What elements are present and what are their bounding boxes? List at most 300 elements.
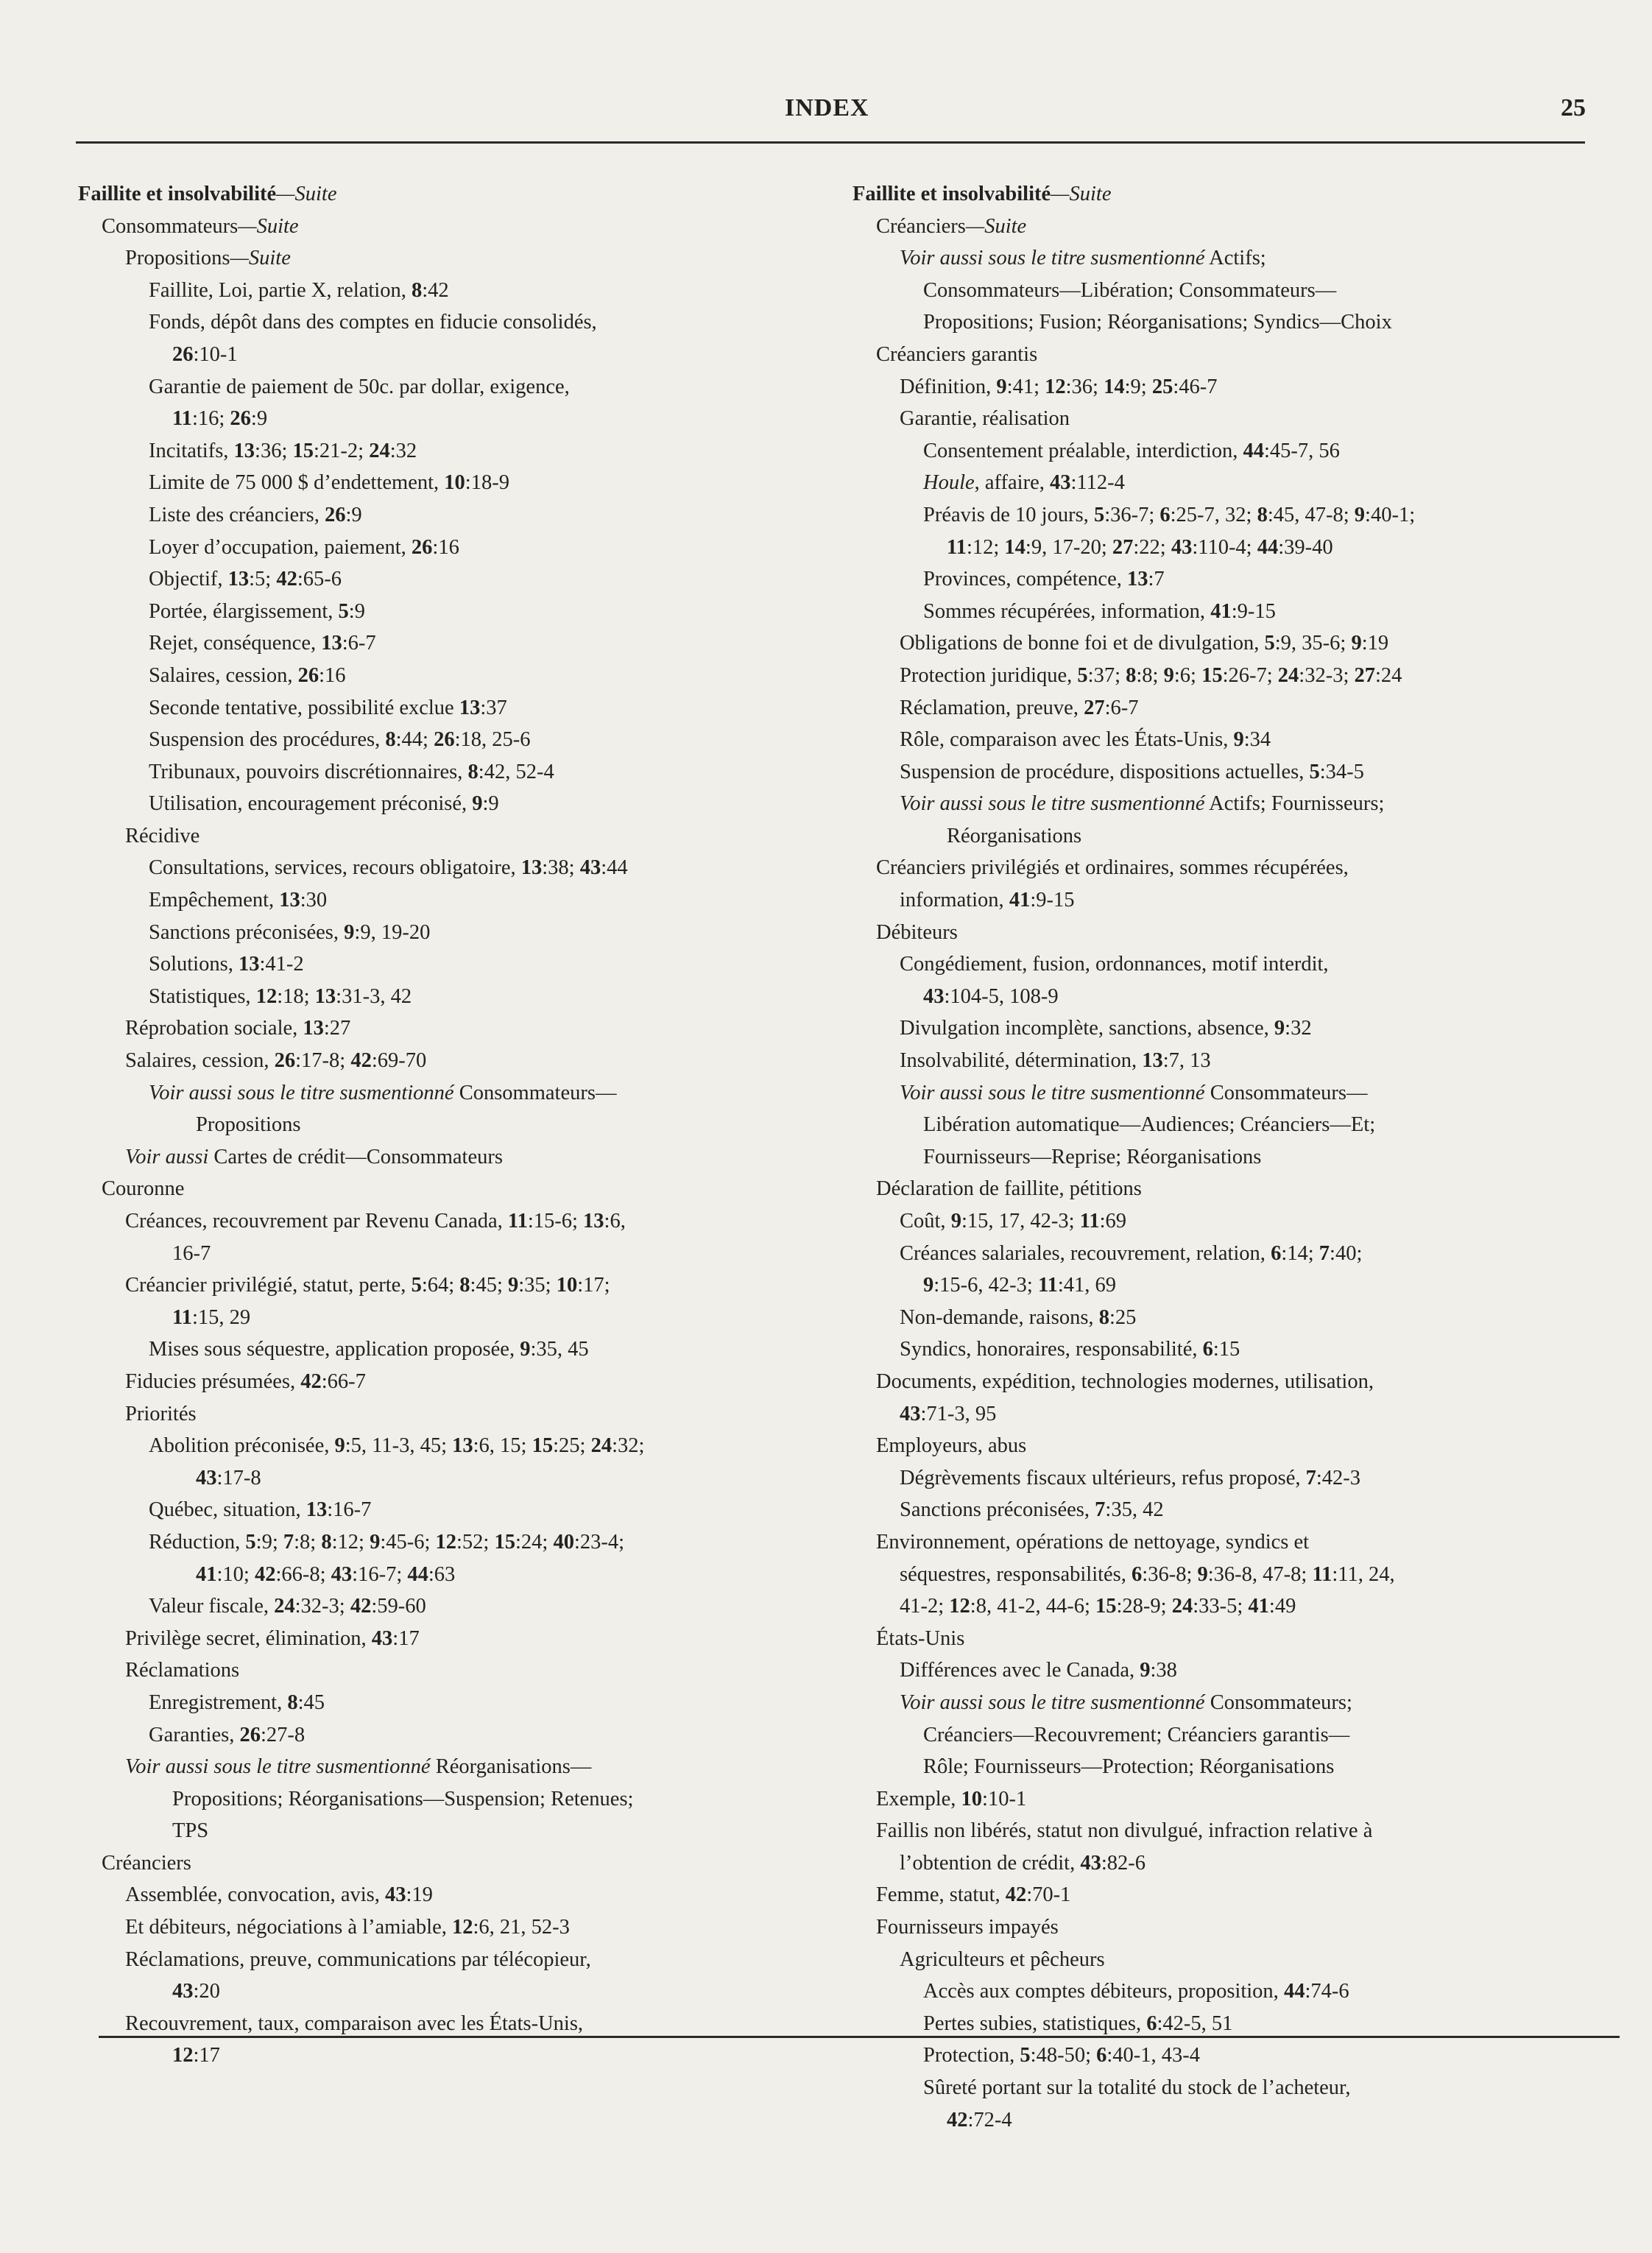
entry-text: :42-5, 51 [1157,2012,1233,2035]
index-entry [78,275,814,307]
volume-number: 5 [1077,663,1088,687]
volume-number: 9 [1163,663,1174,687]
volume-number: 24 [369,439,390,462]
italic-text: Voir aussi sous le titre susmentionné [900,247,1205,270]
volume-number: 42 [350,1595,372,1618]
volume-number: 13 [459,696,481,719]
volume-number: 12 [1045,375,1066,398]
entry-text: :24 [1374,663,1402,687]
entry-text: :104-5, 108-9 [944,984,1059,1008]
volume-number: 6 [1202,1338,1213,1361]
footer-rule [99,2036,1620,2038]
entry-text: :25-7, 32; [1170,503,1257,526]
index-entry [853,596,1589,628]
entry-text: :65-6 [297,568,342,591]
entry-text: Rôle; Fournisseurs—Protection; Réorganisations [923,1755,1335,1779]
index-entry [853,981,1589,1013]
entry-text: :35, 45 [530,1338,589,1361]
index-entry [78,1173,814,1205]
entry-text: :33-5; [1193,1595,1249,1618]
volume-number: 9 [1351,632,1362,655]
volume-number: 13 [452,1434,473,1458]
volume-number: 26 [172,342,194,366]
page-number: 25 [1561,94,1586,121]
index-entry [853,532,1589,564]
volume-number: 5 [1093,503,1105,526]
entry-text: Priorités [125,1402,197,1425]
index-entry [853,1847,1589,1880]
entry-text: :72-4 [967,2108,1012,2132]
entry-text: :9 [345,503,362,526]
entry-text: :23-4; [573,1530,625,1554]
entry-text: :16 [319,663,346,687]
entry-text: Rejet, conséquence, [149,632,322,655]
volume-number: 6 [1146,2012,1157,2035]
index-entry [78,563,814,596]
volume-number: 8 [1098,1305,1109,1329]
entry-text: Insolvabilité, détermination, [900,1049,1143,1073]
volume-number: 5 [245,1530,256,1554]
index-entry [853,1012,1589,1045]
index-entry [853,1783,1589,1816]
entry-text: Consentement préalable, interdiction, [923,439,1243,462]
volume-number: 14 [1004,535,1026,559]
entry-text: :32 [389,439,417,462]
entry-text: Réclamations [125,1659,240,1682]
volume-number: 9 [520,1338,531,1361]
volume-number: 24 [1277,663,1299,687]
index-entry [78,756,814,789]
index-entry [78,820,814,853]
index-column-right [853,178,1589,2136]
entry-text: :21-2; [314,439,370,462]
volume-number: 11 [172,407,192,431]
index-entry [853,660,1589,692]
entry-text: :66-8; [275,1562,331,1586]
entry-text: Sanctions préconisées, [900,1498,1095,1522]
index-entry [78,467,814,499]
volume-number: 43 [579,856,601,880]
entry-text: :12; [966,535,1005,559]
entry-text: :18; [277,984,315,1008]
volume-number: 43 [1049,471,1071,495]
entry-text: Seconde tentative, possibilité exclue [149,696,459,719]
entry-text: :45 [297,1690,325,1714]
volume-number: 43 [900,1402,921,1425]
entry-text: Rôle, comparaison avec les États-Unis, [900,728,1234,752]
volume-number: 8 [321,1530,332,1554]
volume-number: 13 [520,856,543,880]
entry-text: :17 [193,2044,220,2067]
entry-text: :6-7 [1104,696,1139,719]
entry-text: :6, 15; [473,1434,532,1458]
volume-number: 41 [1210,599,1232,623]
index-entry [853,1687,1589,1719]
entry-text: :9, 17-20; [1025,535,1112,559]
entry-text: :42, 52-4 [478,760,554,783]
entry-text: Faillite, Loi, partie X, relation, [149,278,412,302]
entry-text: Non-demande, raisons, [900,1305,1099,1329]
volume-number: 13 [279,889,300,912]
entry-text: :14; [1281,1241,1319,1265]
entry-text: Créances, recouvrement par Revenu Canada, [125,1210,508,1233]
entry-text: Réclamations, preuve, communications par télécopieur, [125,1947,591,1971]
entry-text: :32-3; [1299,663,1355,687]
index-entry [853,211,1589,243]
entry-text: Syndics, honoraires, responsabilité, [900,1338,1203,1361]
volume-number: 9 [1274,1017,1285,1040]
entry-text: :31-3, 42 [336,984,412,1008]
entry-text: Couronne [102,1177,185,1201]
entry-text: Suspension des procédures, [149,728,386,752]
volume-number: 43 [1080,1851,1101,1875]
volume-number: 42 [1005,1883,1027,1907]
volume-number: 12 [451,1916,473,1939]
volume-number: 7 [283,1530,294,1554]
index-entry [78,1109,814,1141]
entry-text: :66-7 [321,1369,366,1393]
italic-text: Voir aussi [125,1145,209,1168]
index-entry [78,178,814,211]
entry-text: :5, 11-3, 45; [345,1434,453,1458]
volume-number: 9 [1140,1659,1151,1682]
index-entry [853,403,1589,435]
entry-text: :59-60 [371,1595,426,1618]
entry-text: :40-1; [1365,503,1416,526]
volume-number: 13 [314,984,336,1008]
index-entry [853,1109,1589,1141]
entry-text: Tribunaux, pouvoirs discrétionnaires, [149,760,468,783]
entry-text: Fonds, dépôt dans des comptes en fiducie consolidés, [149,311,597,334]
entry-text: Consommateurs— [453,1081,617,1104]
index-entry [78,1462,814,1495]
index-entry [78,1815,814,1847]
entry-text: :8, 41-2, 44-6; [970,1595,1095,1618]
index-entry [78,403,814,435]
index-entry [78,788,814,820]
entry-text: :36-7; [1104,503,1160,526]
entry-text: Réorganisations [947,824,1082,847]
entry-text: :44; [395,728,434,752]
volume-number: 44 [1243,439,1264,462]
index-entry [853,1975,1589,2008]
volume-number: 8 [1126,663,1137,687]
entry-text: Réclamation, preuve, [900,696,1084,719]
index-entry [78,1654,814,1687]
entry-text: :74-6 [1305,1980,1349,2003]
volume-number: 6 [1271,1241,1282,1265]
entry-text: Empêchement, [149,889,280,912]
entry-text: :64; [421,1274,460,1297]
index-entry [853,852,1589,884]
index-entry [853,435,1589,468]
entry-text: Consommateurs—Libération; Consommateurs— [923,278,1337,302]
volume-number: 15 [1201,663,1223,687]
entry-text: Différences avec le Canada, [900,1659,1140,1682]
volume-number: 9 [370,1530,381,1554]
italic-text: —Suite [276,183,337,205]
entry-text: Employeurs, abus [876,1434,1027,1458]
volume-number: 42 [300,1369,322,1393]
index-entry [853,178,1589,211]
entry-text: :10-1 [193,342,238,366]
volume-number: Faillite et insolvabilité [853,183,1051,205]
entry-text: :9, 35-6; [1274,632,1352,655]
index-entry [78,306,814,339]
entry-text: :49 [1268,1595,1296,1618]
entry-text: :45-6; [380,1530,436,1554]
volume-number: 9 [334,1434,345,1458]
volume-number: 43 [331,1562,353,1586]
entry-text: Valeur fiscale, [149,1595,275,1618]
entry-text: Québec, situation, [149,1498,306,1522]
volume-number: 26 [434,728,455,752]
entry-text: :8; [1136,663,1164,687]
entry-text: Mises sous séquestre, application proposée, [149,1338,520,1361]
entry-text: Solutions, [149,953,239,976]
volume-number: 8 [1257,503,1268,526]
entry-text: :10-1 [982,1787,1027,1810]
index-entry [78,1911,814,1944]
entry-text: :36; [255,439,293,462]
volume-number: 43 [196,1466,217,1489]
entry-text: séquestres, responsabilités, [900,1562,1132,1586]
entry-text: États-Unis [876,1626,965,1650]
index-entry [78,884,814,917]
index-column-left [78,178,814,2072]
volume-number: 15 [532,1434,554,1458]
entry-text: Récidive [125,824,200,847]
index-entry [78,2039,814,2072]
entry-text: Protection, [923,2044,1020,2067]
entry-text: Exemple, [876,1787,961,1810]
volume-number: 9 [344,920,355,944]
entry-text: :17-8 [216,1466,261,1489]
index-entry [78,1238,814,1270]
volume-number: 9 [950,1210,961,1233]
entry-text: :32; [612,1434,645,1458]
entry-text: :52; [456,1530,495,1554]
entry-text: Pertes subies, statistiques, [923,2012,1147,2035]
entry-text: :9-15 [1231,599,1276,623]
entry-text: :11, 24, [1332,1562,1395,1586]
volume-number: 15 [494,1530,515,1554]
index-entry [78,1944,814,1976]
volume-number: 43 [1171,535,1193,559]
index-entry [78,981,814,1013]
entry-text: :15, 29 [191,1305,251,1329]
entry-text: :7 [1148,568,1165,591]
volume-number: 6 [1159,503,1171,526]
volume-number: 5 [338,599,349,623]
entry-text: , affaire, [974,471,1050,495]
entry-text: Réorganisations— [430,1755,592,1779]
entry-text: Déclaration de faillite, pétitions [876,1177,1142,1201]
entry-text: Incitatifs, [149,439,234,462]
entry-text: Actifs; Fournisseurs; [1204,792,1385,816]
index-entry [78,1077,814,1110]
volume-number: 43 [371,1626,393,1650]
entry-text: Abolition préconisée, [149,1434,335,1458]
volume-number: 41 [1248,1595,1269,1618]
index-entry [78,627,814,660]
entry-text: Consommateurs— [1204,1081,1368,1104]
entry-text: :6; [1173,663,1202,687]
entry-text: :10; [216,1562,255,1586]
index-entry [853,692,1589,724]
volume-number: 12 [255,984,278,1008]
entry-text: Créanciers [876,214,966,238]
entry-text: :45-7, 56 [1264,439,1340,462]
volume-number: 11 [947,535,967,559]
volume-number: 5 [1309,760,1320,783]
entry-text: Consultations, services, recours obligatoire, [149,856,521,880]
entry-text: :32-3; [294,1595,350,1618]
entry-text: Propositions [125,247,230,270]
entry-text: Agriculteurs et pêcheurs [900,1947,1105,1971]
entry-text: :41; [1006,375,1045,398]
entry-text: Recouvrement, taux, comparaison avec les États-Unis, [125,2012,584,2035]
index-entry [78,1302,814,1334]
index-entry [853,1302,1589,1334]
entry-text: :12; [331,1530,370,1554]
entry-text: 16-7 [172,1241,211,1265]
volume-number: 44 [1283,1980,1305,2003]
volume-number: 5 [411,1274,422,1297]
entry-text: Portée, élargissement, [149,599,339,623]
volume-number: 8 [385,728,396,752]
entry-text: Consommateurs; [1204,1690,1352,1714]
index-entry [853,242,1589,275]
entry-text: :27-8 [260,1723,306,1746]
volume-number: 6 [1096,2044,1107,2067]
entry-text: Privilège secret, élimination, [125,1626,372,1650]
index-entry [78,1526,814,1559]
index-entry [853,948,1589,981]
index-entry [78,1590,814,1623]
volume-number: 10 [961,1787,983,1810]
entry-text: Définition, [900,375,997,398]
entry-text: :69 [1099,1210,1126,1233]
entry-text: Salaires, cession, [125,1049,275,1073]
entry-text: :16 [432,535,459,559]
index-entry [78,1847,814,1880]
entry-text: Garantie de paiement de 50c. par dollar, exigence, [149,375,570,398]
index-entry [78,1879,814,1911]
entry-text: Actifs; [1204,247,1266,270]
entry-text: :35; [518,1274,557,1297]
index-entry [853,1333,1589,1366]
volume-number: 43 [923,984,945,1008]
volume-number: 9 [508,1274,519,1297]
italic-text: —Suite [238,214,299,238]
entry-text: Fournisseurs impayés [876,1916,1059,1939]
entry-text: Propositions; Fusion; Réorganisations; Syndics—Choix [923,311,1392,334]
entry-text: :37 [480,696,507,719]
entry-text: :25 [1109,1305,1137,1329]
volume-number: 41 [1009,889,1031,912]
volume-number: 25 [1151,375,1173,398]
entry-text: :28-9; [1116,1595,1172,1618]
entry-text: :38 [1150,1659,1177,1682]
volume-number: 12 [435,1530,457,1554]
index-entry [853,1944,1589,1976]
volume-number: 27 [1084,696,1105,719]
volume-number: 9 [996,375,1007,398]
entry-text: :36; [1065,375,1104,398]
entry-text: Consommateurs [102,214,239,238]
entry-text: Et débiteurs, négociations à l’amiable, [125,1916,452,1939]
index-entry [78,435,814,468]
index-entry [853,1269,1589,1302]
index-entry [853,1141,1589,1174]
volume-number: 42 [350,1049,372,1073]
entry-text: :69-70 [371,1049,427,1073]
entry-text: :45, 47-8; [1267,503,1355,526]
volume-number: 11 [1079,1210,1100,1233]
entry-text: :24; [515,1530,554,1554]
volume-number: 12 [949,1595,970,1618]
entry-text: :19 [1361,632,1389,655]
entry-text: :32 [1285,1017,1312,1040]
index-entry [78,692,814,724]
entry-text: :18-9 [465,471,509,495]
page-header [0,87,1652,131]
entry-text: Fiducies présumées, [125,1369,301,1393]
index-entry [853,2072,1589,2104]
index-entry [853,820,1589,853]
entry-text: :27 [323,1017,351,1040]
entry-text: Enregistrement, [149,1690,288,1714]
entry-text: :45; [470,1274,508,1297]
index-entry [78,1333,814,1366]
italic-text: —Suite [965,214,1027,238]
index-entry [78,948,814,981]
entry-text: :9; [1124,375,1152,398]
volume-number: 8 [411,278,423,302]
volume-number: 9 [1197,1562,1208,1586]
index-entry [853,1173,1589,1205]
entry-text: :17; [577,1274,610,1297]
entry-text: information, [900,889,1009,912]
entry-text: Documents, expédition, technologies modernes, utilisation, [876,1369,1374,1393]
entry-text: Femme, statut, [876,1883,1006,1907]
page-title: INDEX [785,94,869,121]
entry-text: 41-2; [900,1595,950,1618]
entry-text: :16; [191,407,230,431]
index-entry [78,242,814,275]
index-entry [78,1366,814,1398]
volume-number: 7 [1095,1498,1106,1522]
index-entry [853,1590,1589,1623]
index-entry [853,1045,1589,1077]
entry-text: Obligations de bonne foi et de divulgation, [900,632,1265,655]
entry-text: Sommes récupérées, information, [923,599,1211,623]
entry-text: Fournisseurs—Reprise; Réorganisations [923,1145,1262,1168]
entry-text: :44 [601,856,628,880]
entry-text: Cartes de crédit—Consommateurs [208,1145,503,1168]
entry-text: :19 [406,1883,433,1907]
index-entry [78,1205,814,1238]
index-entry [78,724,814,756]
volume-number: 12 [172,2044,194,2067]
entry-text: :9 [482,792,499,816]
index-entry [853,627,1589,660]
index-entry [78,660,814,692]
entry-text: :70-1 [1026,1883,1071,1907]
index-entry [853,1205,1589,1238]
volume-number: 8 [459,1274,470,1297]
